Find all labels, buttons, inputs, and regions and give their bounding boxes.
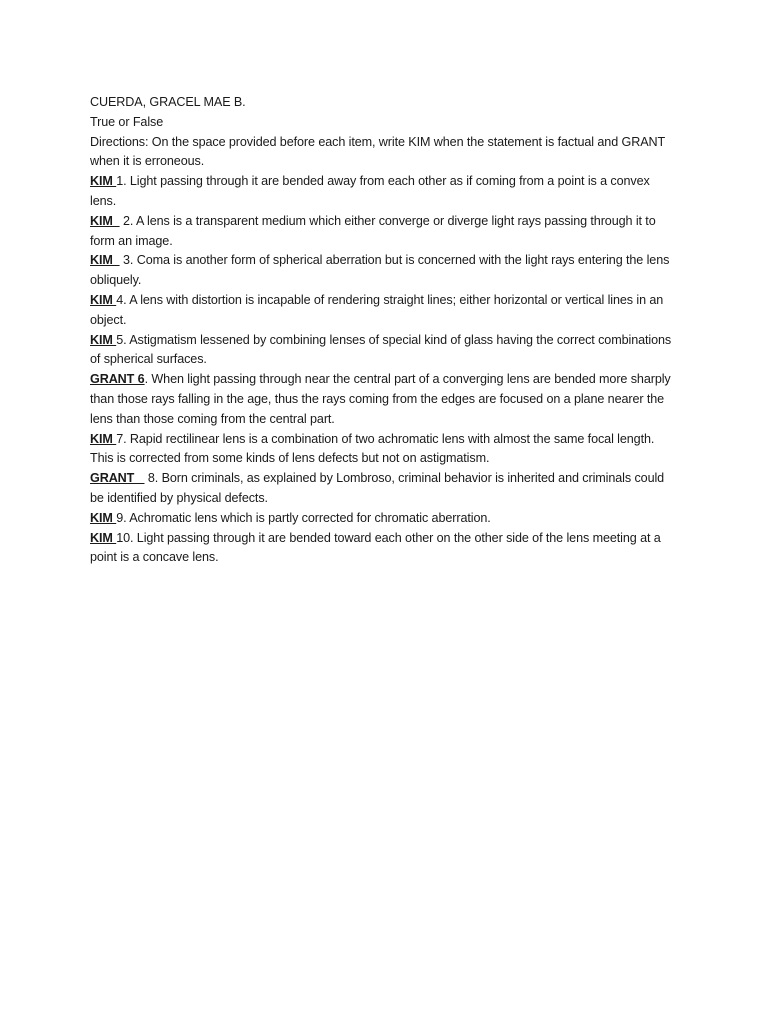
question-item-9 bbox=[90, 509, 678, 529]
answer-label: KIM bbox=[90, 213, 120, 228]
question-text: 2. A lens is a transparent medium which either converge or diverge light rays passing through it to form an image. bbox=[90, 213, 656, 248]
question-item-3 bbox=[90, 251, 678, 291]
question-item-7 bbox=[90, 430, 678, 470]
question-text: 7. Rapid rectilinear lens is a combination of two achromatic lens with almost the same focal length. This is corrected from some kinds of lens defects but not on astigmatism. bbox=[90, 431, 655, 466]
question-item-2 bbox=[90, 212, 678, 252]
question-text: 3. Coma is another form of spherical aberration but is concerned with the light rays entering the lens obliquely. bbox=[90, 253, 670, 288]
answer-label: KIM bbox=[90, 292, 117, 307]
question-list bbox=[90, 172, 678, 568]
answer-label: KIM bbox=[90, 510, 117, 525]
question-item-1 bbox=[90, 172, 678, 212]
question-item-6 bbox=[90, 370, 678, 429]
question-item-10 bbox=[90, 529, 678, 569]
question-text: 9. Achromatic lens which is partly corrected for chromatic aberration. bbox=[116, 510, 491, 525]
question-text: 5. Astigmatism lessened by combining lenses of special kind of glass having the correct combinations of spherical surfaces. bbox=[90, 332, 672, 367]
question-text: 4. A lens with distortion is incapable of rendering straight lines; either horizontal or vertical lines in an object. bbox=[90, 292, 664, 327]
question-item-5 bbox=[90, 331, 678, 371]
answer-label: KIM bbox=[90, 332, 117, 347]
answer-label: KIM bbox=[90, 530, 117, 545]
answer-label: KIM bbox=[90, 174, 117, 189]
answer-label: GRANT bbox=[90, 471, 145, 486]
answer-label: KIM bbox=[90, 431, 117, 446]
quiz-type-heading: True or False bbox=[90, 114, 164, 129]
question-text: 1. Light passing through it are bended away from each other as if coming from a point is a convex lens. bbox=[90, 174, 650, 208]
answer-label: GRANT 6 bbox=[90, 372, 145, 387]
directions-text: Directions: On the space provided before each item, write KIM when the statement is factual and GRANT when it is erroneous. bbox=[90, 134, 665, 169]
question-text: 8. Born criminals, as explained by Lombroso, criminal behavior is inherited and criminals could be identified by physical defects. bbox=[90, 471, 665, 505]
question-text: . When light passing through near the central part of a converging lens are bended more sharply than those rays falling in the age, thus the rays coming from the edges are focused on a plane nearer the lens than those coming from the central part. bbox=[90, 372, 671, 426]
answer-label: KIM bbox=[90, 253, 120, 268]
question-item-4 bbox=[90, 291, 678, 331]
question-text: 10. Light passing through it are bended toward each other on the other side of the lens meeting at a point is a concave lens. bbox=[90, 530, 661, 565]
question-item-8 bbox=[90, 469, 678, 509]
student-name: CUERDA, GRACEL MAE B. bbox=[90, 95, 246, 109]
